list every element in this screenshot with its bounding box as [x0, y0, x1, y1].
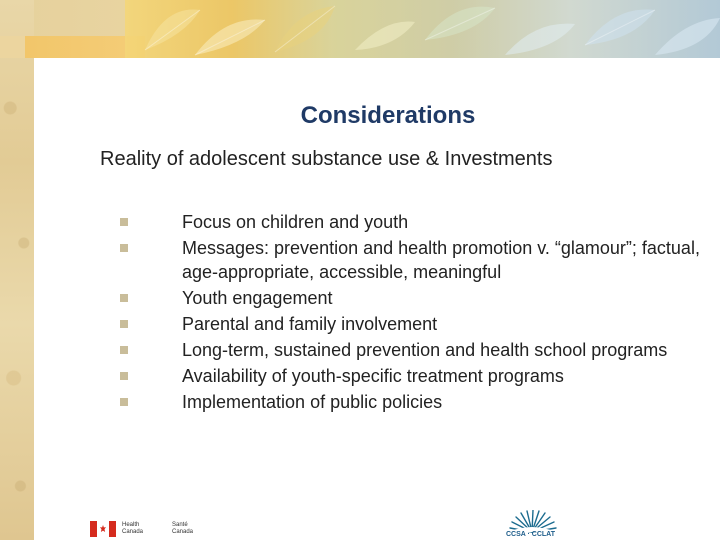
square-bullet-icon — [120, 398, 128, 406]
slide-content-panel — [34, 58, 720, 540]
bullet-text: Long-term, sustained prevention and health school programs — [182, 340, 668, 360]
bullet-item — [120, 338, 700, 362]
health-canada-wordmark — [122, 522, 143, 536]
bullet-text: Youth engagement — [182, 288, 333, 308]
sante-canada-wordmark — [172, 522, 193, 536]
sante-canada-line1: Santé — [172, 522, 188, 528]
slide-title: Considerations — [300, 102, 476, 129]
left-orange-accent — [0, 36, 25, 58]
square-bullet-icon — [120, 294, 128, 302]
bullet-item — [120, 210, 700, 234]
bullet-list — [120, 210, 700, 416]
square-bullet-icon — [120, 218, 128, 226]
sante-canada-line2: Canada — [172, 529, 194, 535]
left-parchment-strip — [0, 0, 34, 540]
health-canada-line2: Canada — [122, 529, 144, 535]
health-canada-logo — [90, 520, 143, 538]
bullet-item — [120, 390, 700, 414]
bullet-text: Parental and family involvement — [182, 314, 438, 334]
bullet-text: Implementation of public policies — [182, 392, 443, 412]
square-bullet-icon — [120, 372, 128, 380]
leaf-banner-image — [125, 0, 720, 58]
canada-flag-icon — [90, 521, 116, 537]
square-bullet-icon — [120, 346, 128, 354]
slide-subtitle: Reality of adolescent substance use & Investments — [100, 148, 553, 170]
bullet-item — [120, 364, 700, 388]
ccsa-wordmark: CCSA · CCLAT — [506, 531, 555, 538]
bullet-item — [120, 236, 700, 284]
bullet-item — [120, 312, 700, 336]
bullet-text: Availability of youth-specific treatment programs — [182, 366, 564, 386]
square-bullet-icon — [120, 244, 128, 252]
square-bullet-icon — [120, 320, 128, 328]
bullet-text: Focus on children and youth — [182, 212, 409, 232]
health-canada-line1: Health — [122, 522, 140, 528]
bullet-item — [120, 286, 700, 310]
bullet-text: Messages: prevention and health promotion v. “glamour”; factual, age-appropriate, accessible, meaningful — [182, 238, 700, 282]
leaf-pattern-graphic — [125, 0, 720, 58]
